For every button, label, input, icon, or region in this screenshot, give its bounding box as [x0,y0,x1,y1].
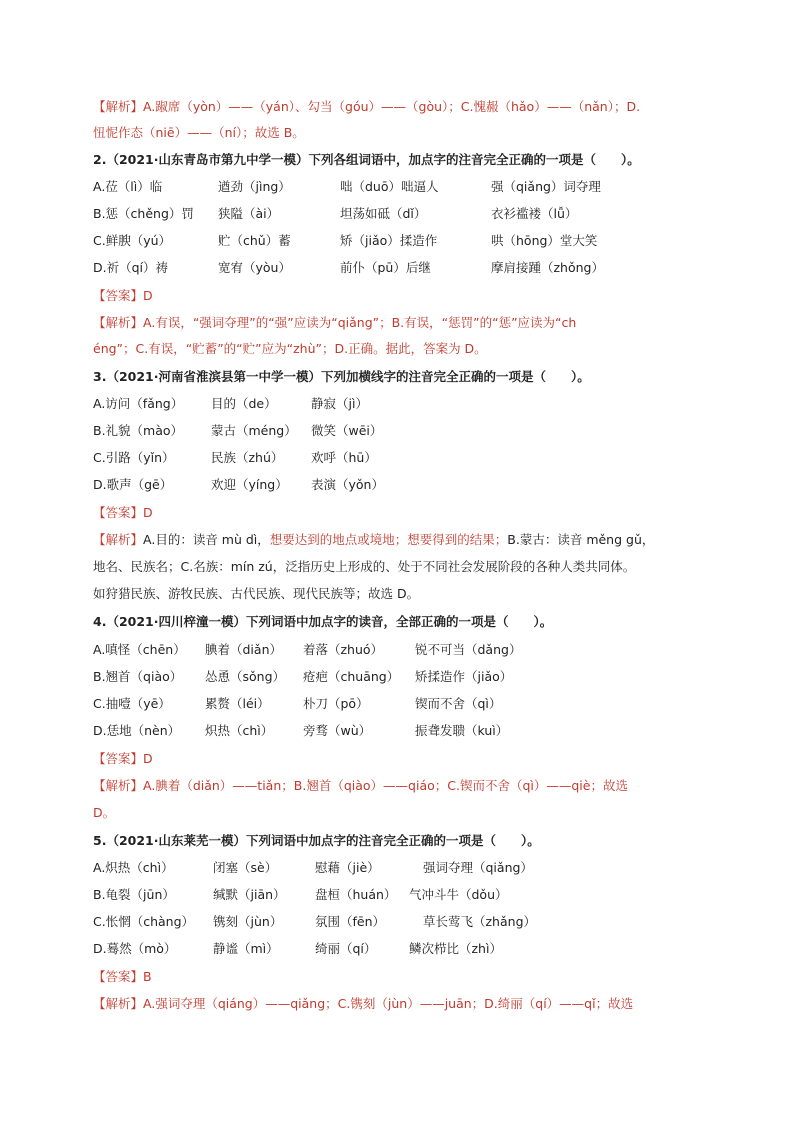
option-word: 静谧（mì） [213,941,279,956]
option-word: 鳞次栉比（zhì） [409,941,502,956]
analysis-line [93,993,702,1015]
option-word: 表演（yǒn） [311,477,384,492]
option-word: A.访问（fǎng） [93,396,184,411]
analysis-tag: 【解析】 [93,99,144,114]
option-word: C.怅惘（chàng） [93,914,195,929]
option-word: 慰藉（jiè） [315,860,380,875]
option-row [93,884,702,906]
option-word: 蒙古（méng） [211,423,297,438]
option-word: 疮疤（chuāng） [303,669,400,684]
analysis-text: B.蒙古：读音 měng gǔ， [507,532,655,547]
option-word: D.恁地（nèn） [93,723,181,738]
analysis-tag: 【解析】 [93,996,144,1011]
analysis-tag: 【解析】 [93,532,144,547]
option-word: D.蓦然（mò） [93,941,177,956]
option-word: 强词夺理（qiǎng） [423,860,533,875]
option-row [93,230,702,252]
option-word: 振聋发聩（kuì） [415,723,509,738]
option-word: D.祈（qí）祷 [93,260,169,275]
analysis-tag: 【解析】 [93,315,144,330]
option-word: 草长莺飞（zhǎng） [423,914,537,929]
option-word: B.礼貌（mào） [93,423,184,438]
analysis-line [93,338,702,360]
analysis-line [93,556,702,578]
analysis-text: 想要达到的地点或境地；想要得到的结果； [269,532,508,547]
option-word: 矫（jiǎo）揉造作 [340,233,438,248]
analysis-line [93,122,702,144]
question-title [93,830,702,852]
option-word: 前仆（pū）后继 [340,260,431,275]
option-word: B.惩（chěng）罚 [93,206,194,221]
answer-tag: 【答案】 [93,505,144,520]
option-row [93,720,702,742]
answer-tag: 【答案】 [93,969,144,984]
option-word: 旁骛（wù） [303,723,372,738]
option-word: 哄（hōng）堂大笑 [491,233,598,248]
option-word: 衣衫褴褛（lǚ） [491,206,578,221]
option-word: 朴刀（pō） [303,696,369,711]
option-word: B.龟裂（jūn） [93,887,175,902]
answer-line [93,285,702,307]
question-4-title: 4.（2021·四川梓潼一模）下列词语中加点字的读音，全部正确的一项是（ ）。 [93,614,553,629]
question-title [93,366,702,388]
option-word: 锐不可当（dǎng） [415,642,522,657]
option-word: 绮丽（qí） [315,941,377,956]
analysis-text: A.强词夺理（qiáng）——qiǎng；C.镌刻（jùn）——juān；D.绮丽（qí）——qǐ；故选 [143,996,634,1011]
option-word: A.炽热（chì） [93,860,174,875]
analysis-line [93,775,702,797]
option-word: 闭塞（sè） [213,860,278,875]
option-word: 氛围（fēn） [315,914,386,929]
option-word: 微笑（wēi） [311,423,383,438]
analysis-text: A.有误，“强词夺理”的“强”应读为“qiǎng”；B.有误，“惩罚”的“惩”应读为“ch [143,315,577,330]
option-word: 狭隘（ài） [218,206,280,221]
analysis-line [93,96,702,118]
option-word: A.嗔怪（chēn） [93,642,186,657]
question-5-title: 5.（2021·山东莱芜一模）下列词语中加点字的注音完全正确的一项是（ ）。 [93,833,540,848]
option-word: 摩肩接踵（zhǒng） [491,260,604,275]
answer-line [93,502,702,524]
option-row [93,666,702,688]
option-row [93,693,702,715]
option-word: 坦荡如砥（dǐ） [340,206,427,221]
answer-value: B [143,969,152,984]
option-word: C.引路（yǐn） [93,450,175,465]
answer-tag: 【答案】 [93,751,144,766]
question-title [93,611,702,633]
option-word: 民族（zhú） [211,450,284,465]
analysis-text: A.腆着（diǎn）——tiǎn；B.翘首（qiào）——qiáo；C.锲而不舍（qì）——qiè；故选 [143,778,628,793]
option-word: 贮（chǔ）蓄 [218,233,291,248]
option-word: 咄（duō）咄逼人 [340,179,439,194]
option-word: 欢迎（yíng） [211,477,288,492]
answer-value: D [143,505,153,520]
option-row [93,639,702,661]
option-row [93,447,702,469]
option-word: 炽热（chì） [205,723,274,738]
analysis-line [93,529,702,551]
analysis-line [93,583,702,605]
answer-line [93,966,702,988]
question-3-title: 3.（2021·河南省淮滨县第一中学一模）下列加横线字的注音完全正确的一项是（ ）。 [93,369,590,384]
option-row [93,474,702,496]
option-row [93,857,702,879]
option-word: D.歌声（gē） [93,477,173,492]
option-word: B.翘首（qiào） [93,669,183,684]
analysis-text: 地名、民族名；C.名族：mín zú，泛指历史上形成的、处于不同社会发展阶段的各种人类共同体。 [93,559,636,574]
option-row [93,203,702,225]
option-word: 怂恿（sǒng） [205,669,286,684]
option-row [93,911,702,933]
analysis-text: D。 [93,805,116,820]
option-word: 欢呼（hū） [311,450,377,465]
option-word: 缄默（jiān） [213,887,286,902]
analysis-tag: 【解析】 [93,778,144,793]
answer-line [93,748,702,770]
option-word: C.抽噎（yē） [93,696,171,711]
option-word: 目的（de） [211,396,277,411]
option-word: C.鲜腴（yú） [93,233,172,248]
option-word: 遒劲（jìng） [218,179,291,194]
question-title [93,149,702,171]
option-word: 气冲斗牛（dǒu） [409,887,508,902]
option-word: 着落（zhuó） [303,642,384,657]
option-row [93,420,702,442]
option-word: 宽宥（yòu） [218,260,291,275]
question-2-title: 2.（2021·山东青岛市第九中学一模）下列各组词语中，加点字的注音完全正确的一项是（ ）。 [93,152,640,167]
option-word: 累赘（léi） [205,696,270,711]
analysis-text: A.踧席（yòn）——（yán）、勾当（góu）——（gòu）；C.愧赧（hǎo）——（nǎn）；D. [143,99,641,114]
option-row [93,393,702,415]
option-row [93,257,702,279]
option-row [93,938,702,960]
answer-tag: 【答案】 [93,288,144,303]
option-word: 镌刻（jùn） [213,914,283,929]
option-word: 盘桓（huán） [315,887,397,902]
analysis-line [93,312,702,334]
answer-value: D [143,288,153,303]
option-word: 静寂（jì） [311,396,368,411]
option-word: A.莅（lì）临 [93,179,163,194]
option-row [93,176,702,198]
option-word: 腆着（diǎn） [205,642,282,657]
analysis-line [93,802,702,824]
option-word: 矫揉造作（jiǎo） [415,669,513,684]
option-word: 锲而不舍（qì） [415,696,502,711]
analysis-text: A.目的：读音 mù dì， [143,532,270,547]
analysis-text: éng”；C.有误，“贮蓄”的“贮”应为“zhù”；D.正确。据此，答案为 D。 [93,341,487,356]
analysis-text: 如狩猎民族、游牧民族、古代民族、现代民族等；故选 D。 [93,586,420,601]
option-word: 强（qiǎng）词夺理 [491,179,601,194]
analysis-text: 忸怩作态（niē）——（ní）；故选 B。 [93,125,305,140]
answer-value: D [143,751,153,766]
